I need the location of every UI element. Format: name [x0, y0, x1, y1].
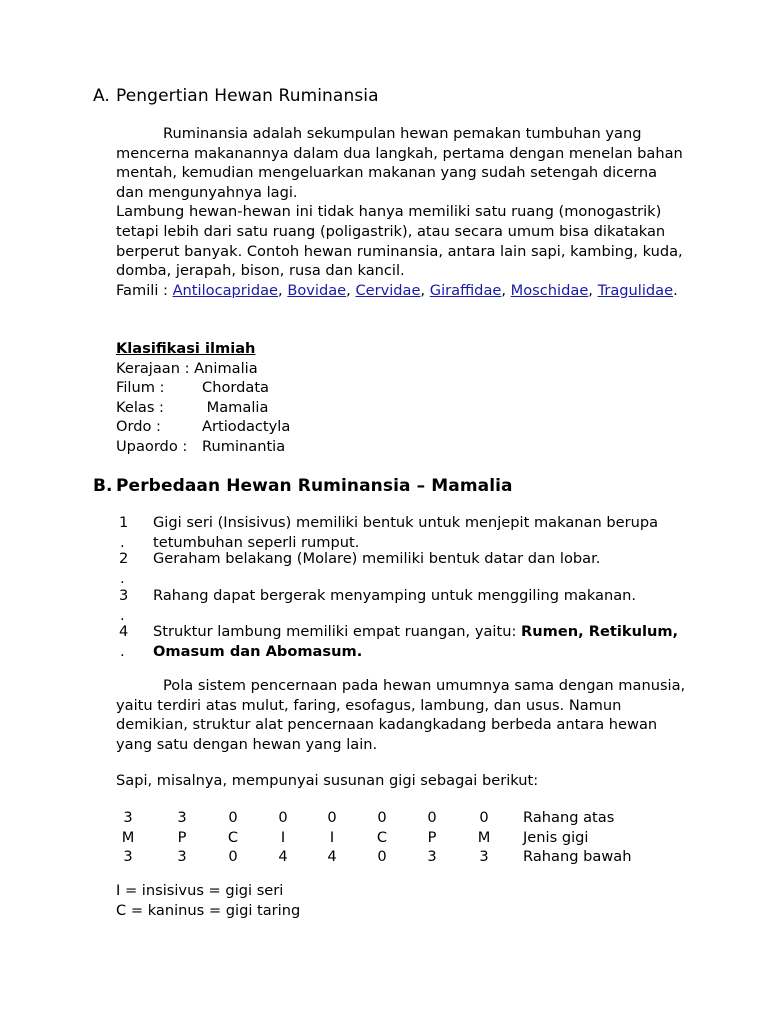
klasifikasi-row-kelas	[116, 398, 686, 418]
dental-cell: 0	[327, 809, 337, 826]
dental-cell: 0	[479, 809, 489, 826]
dental-row-label: Jenis gigi	[523, 828, 589, 846]
dental-cell: 3	[123, 848, 133, 866]
list-item	[116, 622, 686, 662]
list-item	[116, 549, 686, 586]
dental-cell: 0	[228, 809, 238, 826]
list-item-number: 2	[119, 550, 129, 567]
separator: ,	[278, 281, 288, 299]
klasifikasi-row-filum	[116, 378, 686, 398]
difference-list	[116, 513, 686, 662]
list-item-dot: .	[120, 606, 125, 624]
dental-cell: I	[280, 828, 286, 846]
separator: ,	[501, 281, 511, 299]
dental-row-label: Rahang atas	[523, 809, 615, 826]
section-b-heading	[93, 476, 513, 496]
dental-cell: I	[329, 828, 335, 846]
dental-cell: P	[177, 828, 187, 846]
famili-link-antilocapridae[interactable]: Antilocapridae	[172, 281, 279, 299]
list-item-text-plain: Struktur lambung memiliki empat ruangan, yaitu:	[153, 623, 521, 640]
dental-cell: C	[227, 828, 239, 846]
list-item	[116, 586, 686, 622]
list-item-number: 3	[119, 587, 129, 604]
list-item-text-bold: Rumen, Retikulum, Omasum dan Abomasum.	[153, 623, 679, 660]
paragraph-lambung: Lambung hewan-hewan ini tidak hanya memiliki satu ruang (monogastrik) tetapi lebih dari satu ruang (poligastrik), atau secara umum bisa dikatakan berperut banyak. Contoh hewan ruminansia, antara lain sapi, kambing, kuda, domba, jerapah, bison, rusa dan kancil.	[116, 203, 683, 280]
legend-insisivus: I = insisivus = gigi seri	[116, 882, 284, 899]
list-item	[116, 513, 686, 549]
list-item-text: Gigi seri (Insisivus) memiliki bentuk untuk menjepit makanan berupa tetumbuhan seperli rumput.	[153, 514, 659, 551]
famili-link-giraffidae[interactable]: Giraffidae	[429, 281, 502, 299]
dental-cell: M	[121, 828, 135, 846]
klasifikasi-value: Animalia	[189, 359, 258, 377]
klasifikasi-value: Artiodactyla	[202, 418, 291, 436]
klasifikasi-row-ordo	[116, 417, 686, 437]
klasifikasi-label: Kelas :	[116, 398, 164, 416]
klasifikasi-label: Ordo :	[116, 418, 161, 436]
dental-cell: 4	[278, 848, 288, 866]
famili-link-bovidae[interactable]: Bovidae	[287, 281, 347, 299]
dental-cell: 0	[377, 809, 387, 826]
separator: ,	[346, 281, 356, 299]
dental-cell: 3	[479, 848, 489, 866]
klasifikasi-value: Ruminantia	[202, 437, 286, 455]
dental-row-label: Rahang bawah	[523, 848, 632, 866]
dental-cell: 3	[177, 848, 187, 866]
list-item-text: Geraham belakang (Molare) memiliki bentuk datar dan lobar.	[153, 550, 601, 567]
klasifikasi-block	[116, 339, 686, 457]
klasifikasi-label: Kerajaan :	[116, 359, 190, 377]
dental-cell: 0	[278, 809, 288, 826]
dental-cell: M	[477, 828, 491, 846]
dental-cell: 0	[427, 809, 437, 826]
dental-cell: 0	[228, 848, 238, 866]
klasifikasi-title: Klasifikasi ilmiah	[116, 340, 256, 357]
paragraph-sapi: Sapi, misalnya, mempunyai susunan gigi sebagai berikut:	[116, 772, 539, 789]
klasifikasi-value: Mamalia	[202, 398, 269, 416]
dental-cell: 3	[123, 809, 133, 826]
famili-link-cervidae[interactable]: Cervidae	[355, 281, 421, 299]
dental-cell: 3	[177, 809, 187, 826]
list-item-dot: .	[120, 642, 125, 660]
section-b-title: Perbedaan Hewan Ruminansia – Mamalia	[116, 476, 513, 496]
klasifikasi-row-kerajaan	[116, 359, 686, 379]
list-item-text	[153, 622, 686, 661]
klasifikasi-row-upaordo	[116, 437, 686, 457]
paragraph-definition	[116, 124, 686, 202]
list-item-text: Rahang dapat bergerak menyamping untuk menggiling makanan.	[153, 587, 637, 604]
dental-cell: C	[376, 828, 388, 846]
list-item-dot: .	[120, 569, 125, 587]
period: .	[673, 281, 678, 299]
klasifikasi-label: Upaordo :	[116, 437, 188, 455]
famili-line	[116, 281, 686, 301]
klasifikasi-label: Filum :	[116, 379, 165, 397]
paragraph-pola	[116, 676, 686, 754]
famili-label: Famili :	[116, 281, 173, 299]
separator: ,	[420, 281, 430, 299]
section-a-letter: A.	[93, 86, 110, 106]
paragraph-pola-text: Pola sistem pencernaan pada hewan umumnya sama dengan manusia, yaitu terdiri atas mulut, faring, esofagus, lambung, dan usus. Namun demikian, struktur alat pencernaan kadangkadang berbeda antara hewan yang satu dengan hewan yang lain.	[116, 677, 686, 753]
paragraph-definition-text: Ruminansia adalah sekumpulan hewan pemakan tumbuhan yang mencerna makanannya dalam dua langkah, pertama dengan menelan bahan mentah, kemudian mengeluarkan makanan yang sudah setengah dicerna dan mengunyahnya lagi.	[116, 125, 683, 201]
dental-cell: 0	[377, 848, 387, 866]
list-item-number: 4	[119, 623, 129, 640]
dental-cell: P	[427, 828, 437, 846]
section-b-letter: B.	[93, 476, 113, 496]
dental-legend	[116, 881, 686, 920]
klasifikasi-value: Chordata	[202, 379, 269, 397]
dental-cell: 4	[327, 848, 337, 866]
separator: ,	[588, 281, 598, 299]
famili-link-tragulidae[interactable]: Tragulidae	[597, 281, 674, 299]
list-item-dot: .	[120, 533, 125, 551]
famili-link-moschidae[interactable]: Moschidae	[510, 281, 589, 299]
dental-cell: 3	[427, 848, 437, 866]
list-item-number: 1	[119, 514, 129, 531]
legend-kaninus: C = kaninus = gigi taring	[116, 901, 301, 919]
section-a-heading	[93, 86, 379, 106]
section-a-title: Pengertian Hewan Ruminansia	[116, 86, 379, 106]
section-a-body	[116, 124, 686, 300]
